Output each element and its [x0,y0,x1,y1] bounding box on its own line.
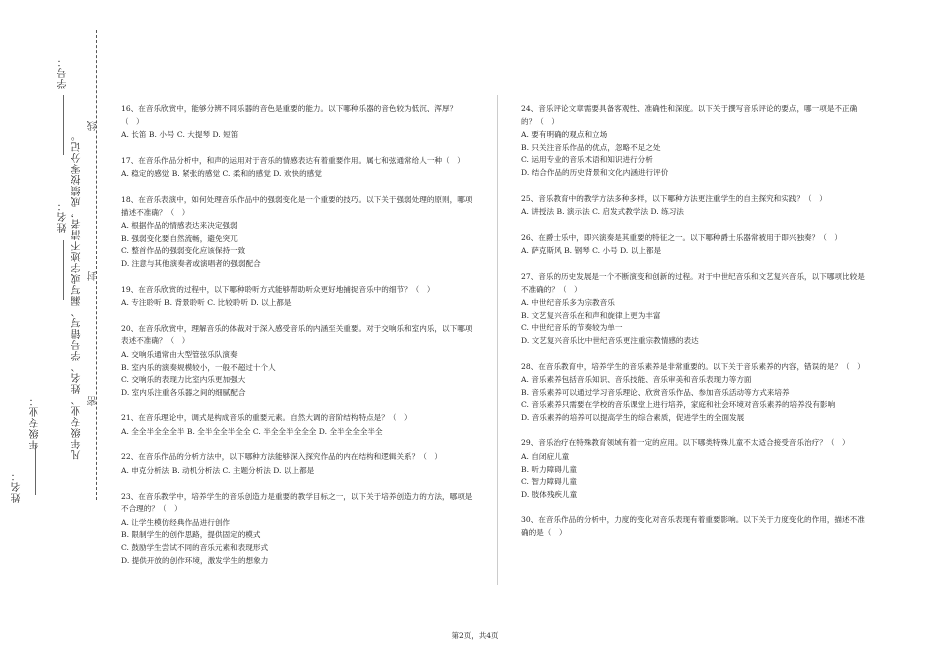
answer-option: C. 运用专业的音乐术语和知识进行分析 [521,155,653,165]
question-item [121,103,476,142]
answer-option: A. 长笛 B. 小号 C. 大提琴 D. 短笛 [121,130,239,140]
rules-notice: 凡年级专业、姓名、学号错写、漏写或字迹不清者，成绩按零分记。 [72,130,83,460]
question-stem: 23、在音乐教学中，培养学生的音乐创造力是重要的教学目标之一，以下关于培养创造力的方法，哪项是不合理的？（ ） [121,491,473,514]
column-divider [497,95,498,585]
answer-option: D. 室内乐注重各乐器之间的细腻配合 [121,387,246,397]
question-item [521,193,866,219]
answer-option: A. 专注聆听 B. 背景聆听 C. 比较聆听 D. 以上都是 [121,298,292,308]
examinee-label: 姓名： [12,470,23,503]
answer-option: B. 限制学生的创作思路，提供固定的模式 [121,530,261,540]
major-underline [35,445,36,495]
question-stem: 18、在音乐表演中，如何处理音乐作品中的强弱变化是一个重要的技巧。以下关于强弱处理的原则，哪项描述不准确？（ ） [121,194,473,217]
question-stem: 28、在音乐教育中，培养学生的音乐素养是非常重要的。以下关于音乐素养的内容，错误的是？（ ） [521,361,865,371]
answer-option: D. 提供开放的创作环境，激发学生的想象力 [121,555,269,565]
answer-option: B. 听力障碍儿童 [521,464,577,474]
answer-option: B. 只关注音乐作品的优点，忽略不足之处 [521,142,661,152]
binding-dash-line [96,30,97,500]
answer-option: A. 稳定的感觉 B. 紧张的感觉 C. 柔和的感觉 D. 欢快的感觉 [121,169,322,179]
answer-option: D. 结合作品的历史背景和文化内涵进行评价 [521,167,669,177]
left-question-column [121,103,476,580]
answer-option: A. 申克分析法 B. 动机分析法 C. 主题分析法 D. 以上都是 [121,466,315,476]
answer-option: D. 注意与其他演奏者或演唱者的强弱配合 [121,258,261,268]
answer-option: A. 自闭症儿童 [521,452,570,462]
student-id-label: 学号： [58,56,69,89]
question-stem: 21、在音乐理论中，调式是构成音乐的重要元素。自然大调的音阶结构特点是？（ ） [121,413,412,423]
answer-option: D. 文艺复兴音乐比中世纪音乐更注重宗教情感的表达 [521,335,699,345]
answer-option: B. 室内乐的演奏规模较小，一般不超过十个人 [121,362,276,372]
answer-option: A. 中世纪音乐多为宗教音乐 [521,298,615,308]
question-stem: 30、在音乐作品的分析中，力度的变化对音乐表现有着重要影响。以下关于力度变化的作用，描述不准确的是（ ） [521,515,865,538]
question-stem: 16、在音乐欣赏中，能够分辨不同乐器的音色是重要的能力。以下哪种乐器的音色较为低沉、浑厚？（ ） [121,104,458,126]
question-stem: 20、在音乐欣赏中，理解音乐的体裁对于深入感受音乐的内涵至关重要。对于交响乐和室内乐，以下哪项表述不准确？（ ） [121,323,473,346]
question-stem: 29、音乐治疗在特殊教育领域有着一定的应用。以下哪类特殊儿童不太适合接受音乐治疗？（ ） [521,438,850,448]
question-item [121,451,476,477]
question-stem: 19、在音乐欣赏的过程中，以下哪种聆听方式能够帮助听众更好地捕捉音乐中的细节？（ ） [121,284,435,294]
answer-option: A. 音乐素养包括音乐知识、音乐技能、音乐审美和音乐表现力等方面 [521,375,752,385]
question-item [121,323,476,400]
student-id-underline [63,95,64,155]
answer-option: D. 肢体残疾儿童 [521,489,578,499]
right-question-column [521,103,866,553]
seal-mid-label: 封 [88,270,99,281]
question-item [121,412,476,438]
binding-margin [0,0,115,672]
seal-top-label: 密 [88,395,99,406]
question-item [121,284,476,310]
answer-option: C. 鼓励学生尝试不同的音乐元素和表现形式 [121,543,269,553]
major-label: 年级专业： [30,395,41,450]
question-item [521,232,866,258]
answer-option: B. 强弱变化要自然流畅，避免突兀 [121,233,238,243]
answer-option: B. 音乐素养可以通过学习音乐理论、欣赏音乐作品、参加音乐活动等方式来培养 [521,387,790,397]
question-stem: 24、音乐评论文章需要具备客观性、准确性和深度。以下关于撰写音乐评论的要点，哪一项是不正确的？（ ） [521,104,858,126]
answer-option: A. 交响乐通常由大型管弦乐队演奏 [121,349,238,359]
question-item [521,437,866,501]
page-footer: 第2页，共4页 [451,631,499,640]
answer-option: A. 根据作品的情感表达来决定强弱 [121,221,238,231]
seal-line-label: 线 [88,120,99,131]
answer-option: C. 中世纪音乐的节奏较为单一 [521,323,623,333]
answer-option: A. 要有明确的观点和立场 [521,130,608,140]
question-item [521,103,866,180]
name-underline [63,240,64,300]
question-item [521,271,866,348]
answer-option: C. 音乐素养只需要在学校的音乐课堂上进行培养，家庭和社会环境对音乐素养的培养没有影响 [521,400,836,410]
question-stem: 22、在音乐作品的分析方法中，以下哪种方法能够深入探究作品的内在结构和逻辑关系？（ ） [121,452,443,462]
name-label: 姓名： [58,200,69,233]
answer-option: C. 智力障碍儿童 [521,477,577,487]
question-item [121,194,476,271]
answer-option: D. 音乐素养的培养可以提高学生的综合素质，促进学生的全面发展 [521,412,745,422]
question-item [121,491,476,568]
answer-option: C. 交响乐的表现力比室内乐更加强大 [121,375,246,385]
answer-option: A. 全全半全全全半 B. 全半全全半全全 C. 半全全半全全全 D. 全半全全全半全 [121,426,383,436]
answer-option: A. 讲授法 B. 演示法 C. 启发式教学法 D. 练习法 [521,207,684,217]
answer-option: A. 萨克斯风 B. 钢琴 C. 小号 D. 以上都是 [521,246,662,256]
question-stem: 25、音乐教育中的教学方法多种多样，以下哪种方法更注重学生的自主探究和实践？（ ） [521,193,827,203]
answer-option: C. 整首作品的强弱变化应该保持一致 [121,246,246,256]
question-stem: 27、音乐的历史发展是一个不断演变和创新的过程。对于中世纪音乐和文艺复兴音乐，以下哪项比较是不准确的？（ ） [521,271,865,294]
question-item [521,361,866,425]
answer-option: A. 让学生模仿经典作品进行创作 [121,517,231,527]
question-item [521,514,866,539]
question-item [121,155,476,181]
answer-option: B. 文艺复兴音乐在和声和旋律上更为丰富 [521,310,661,320]
question-stem: 17、在音乐作品分析中，和声的运用对于音乐的情感表达有着重要作用。属七和弦通常给人一种（ ） [121,155,465,165]
question-stem: 26、在爵士乐中，即兴演奏是其重要的特征之一。以下哪种爵士乐器常被用于即兴独奏？（ ） [521,232,843,242]
